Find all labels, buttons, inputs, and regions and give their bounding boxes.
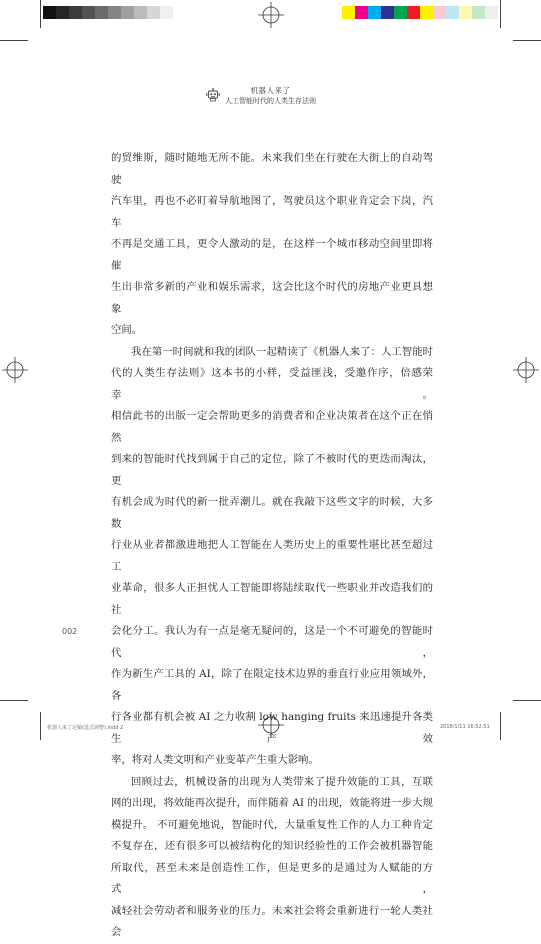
registration-mark-left bbox=[2, 357, 28, 383]
text-line: 模提升。 不可避免地说，智能时代，大量重复性工作的人力工种肯定 bbox=[111, 818, 433, 831]
gray-calibration-strip bbox=[43, 6, 173, 19]
color-swatch bbox=[355, 6, 368, 19]
text-line: 代的人类生存法则》这本书的小样，受益匪浅，受邀作序，倍感荣幸。 bbox=[111, 367, 433, 401]
crop-mark-br-h bbox=[513, 700, 541, 701]
color-swatch bbox=[381, 6, 394, 19]
color-swatch bbox=[472, 6, 485, 19]
crop-mark-tr-h bbox=[513, 40, 541, 41]
timestamp-footer: 2018/1/11 16:52:51 bbox=[440, 724, 490, 730]
text-line: 有机会成为时代的新一批弄潮儿。就在我敲下这些文字的时候，大多数 bbox=[111, 496, 433, 530]
gray-swatch bbox=[56, 6, 69, 19]
gray-swatch bbox=[108, 6, 121, 19]
text-line: 相信此书的出版一定会帮助更多的消费者和企业决策者在这个正在悄然 bbox=[111, 410, 433, 444]
text-line: 生出非常多新的产业和娱乐需求，这会比这个时代的房地产业更具想象 bbox=[111, 281, 433, 315]
color-calibration-strip bbox=[342, 6, 498, 19]
text-line: 作为新生产工具的 AI，除了在限定技术边界的垂直行业应用领域外，各 bbox=[111, 668, 433, 702]
gray-swatch bbox=[160, 6, 173, 19]
crop-mark-tr-v bbox=[500, 0, 501, 28]
crop-mark-br-v bbox=[500, 712, 501, 740]
color-swatch bbox=[407, 6, 420, 19]
page-number: 002 bbox=[62, 627, 78, 636]
text-line: 行各业都有机会被 AI 之力收割 low hanging fruits 来迅速提升各类生产效 bbox=[111, 711, 433, 745]
text-line: 不复存在，还有很多可以被结构化的知识经验性的工作会被机器智能 bbox=[111, 840, 433, 852]
gray-swatch bbox=[69, 6, 82, 19]
color-swatch bbox=[446, 6, 459, 19]
color-swatch bbox=[394, 6, 407, 19]
crop-mark-bl-h bbox=[0, 700, 28, 701]
text-line: 率，将对人类文明和产业变革产生重大影响。 bbox=[111, 754, 319, 766]
text-line: 我在第一时间就和我的团队一起精读了《机器人来了：人工智能时 bbox=[131, 345, 433, 358]
color-swatch bbox=[459, 6, 472, 19]
book-subtitle: 人工智能时代的人类生存法则 bbox=[225, 97, 316, 105]
gray-swatch bbox=[43, 6, 56, 19]
gray-swatch bbox=[134, 6, 147, 19]
text-line: 到来的智能时代找到属于自己的定位，除了不被时代的更迭而淘汰，更 bbox=[111, 453, 433, 487]
text-line: 汽车里，再也不必盯着导航地图了，驾驶员这个职业肯定会下岗，汽车 bbox=[111, 195, 433, 229]
color-swatch bbox=[368, 6, 381, 19]
gray-swatch bbox=[147, 6, 160, 19]
text-line: 的贸维斯，随时随地无所不能。未来我们坐在行驶在大街上的自动驾驶 bbox=[111, 152, 433, 186]
crop-mark-bl-v bbox=[40, 712, 41, 740]
registration-mark-right bbox=[513, 357, 539, 383]
text-line: 会化分工。我认为有一点是毫无疑问的，这是一个不可避免的智能时代， bbox=[111, 625, 433, 659]
crop-mark-tl-v bbox=[40, 0, 41, 28]
crop-mark-tl-h bbox=[0, 40, 28, 41]
text-line: 所取代，甚至未来是创造性工作，但是更多的是通过为人赋能的方式， bbox=[111, 861, 433, 895]
color-swatch bbox=[433, 6, 446, 19]
color-swatch bbox=[485, 6, 498, 19]
text-line: 空间。 bbox=[111, 324, 143, 336]
text-line: 回顾过去，机械设备的出现为人类带来了提升效能的工具，互联 bbox=[131, 775, 433, 788]
text-line: 业革命，很多人正担忧人工智能即将陆续取代一些职业并改造我们的社 bbox=[111, 582, 433, 616]
text-line: 网的出现，将效能再次提升，而伴随着 AI 的出现，效能将进一步大规 bbox=[111, 797, 433, 809]
color-swatch bbox=[342, 6, 355, 19]
registration-mark-top bbox=[258, 2, 284, 28]
gray-swatch bbox=[121, 6, 134, 19]
book-title: 机器人来了 bbox=[250, 86, 291, 95]
text-line: 行业从业者都激进地把人工智能在人类历史上的重要性堪比甚至超过工 bbox=[111, 539, 433, 573]
gray-swatch bbox=[82, 6, 95, 19]
color-swatch bbox=[420, 6, 433, 19]
file-name-footer: 机器人来了定稿(选式调整).indd 2 bbox=[47, 725, 124, 731]
gray-swatch bbox=[95, 6, 108, 19]
body-text bbox=[111, 148, 433, 944]
text-line: 减轻社会劳动者和服务业的压力。未来社会将会重新进行一轮人类社会 bbox=[111, 904, 433, 938]
text-line: 不再是交通工具，更令人激动的是，在这样一个城市移动空间里即将催 bbox=[111, 238, 433, 272]
